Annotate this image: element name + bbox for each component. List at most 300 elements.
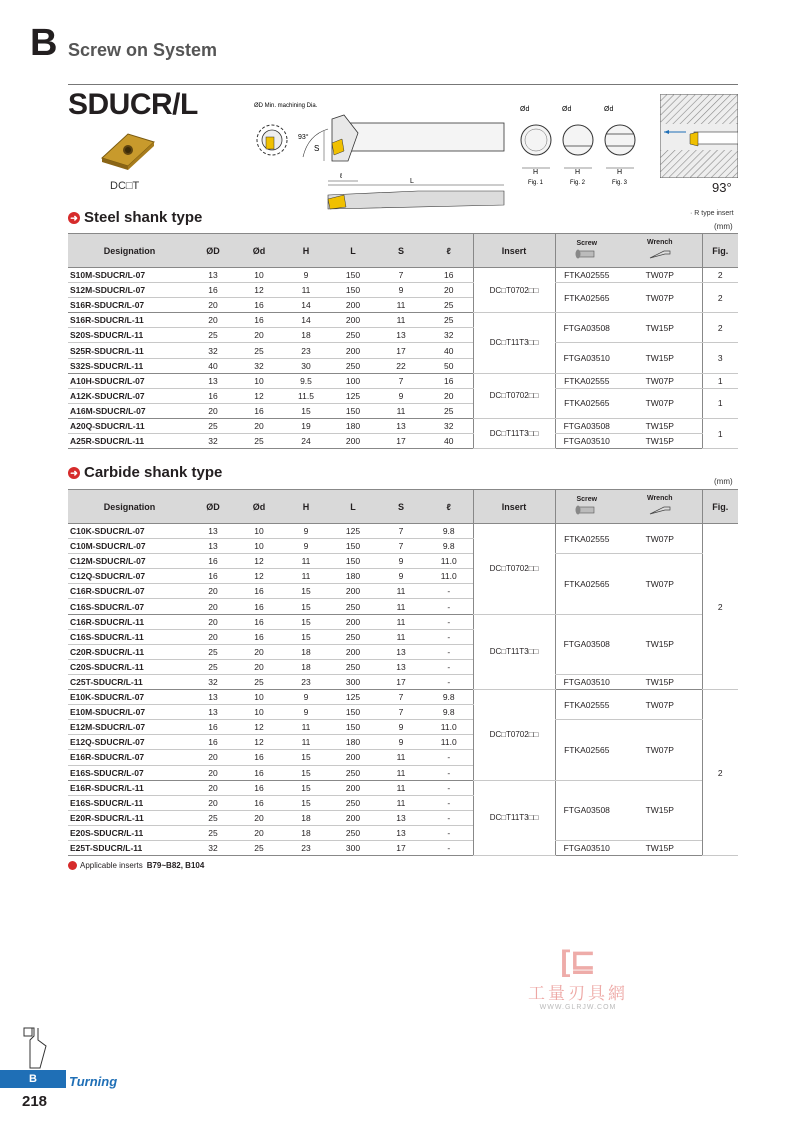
designation-cell: C10M-SDUCR/L-07 — [68, 539, 191, 554]
unit-label-carbide: (mm) — [714, 477, 733, 486]
h-cell: 15 — [283, 614, 329, 629]
d-cell: 16 — [235, 298, 283, 313]
s-cell: 9 — [377, 569, 425, 584]
od-cell: 16 — [191, 554, 235, 569]
od-cell: 20 — [191, 614, 235, 629]
carbide-shank-title-text: Carbide shank type — [84, 464, 223, 481]
od-cell: 25 — [191, 810, 235, 825]
screw-cell: FTGA03510 — [555, 343, 618, 373]
l-cell: 250 — [329, 599, 377, 614]
lsmall-cell: - — [425, 825, 473, 840]
table-row — [68, 388, 738, 403]
designation-cell: E20S-SDUCR/L-11 — [68, 825, 191, 840]
s-cell: 9 — [377, 388, 425, 403]
designation-cell: C10K-SDUCR/L-07 — [68, 524, 191, 539]
od-cell: 40 — [191, 358, 235, 373]
d-cell: 16 — [235, 750, 283, 765]
h-cell: 30 — [283, 358, 329, 373]
s-cell: 9 — [377, 283, 425, 298]
l-cell: 125 — [329, 388, 377, 403]
table-row — [68, 674, 738, 689]
section-letter: B — [30, 22, 58, 64]
s-cell: 11 — [377, 403, 425, 418]
insert-cell: DC□T0702□□ — [473, 268, 555, 313]
od-cell: 16 — [191, 720, 235, 735]
h-cell: 18 — [283, 644, 329, 659]
lsmall-cell: 25 — [425, 403, 473, 418]
fig-cell: 1 — [702, 373, 738, 388]
od-label-fig1: Ød — [520, 106, 530, 113]
footer-section-tab[interactable]: B — [0, 1070, 66, 1088]
h-cell: 18 — [283, 659, 329, 674]
d-cell: 16 — [235, 795, 283, 810]
designation-cell: C16S-SDUCR/L-07 — [68, 599, 191, 614]
d-cell: 12 — [235, 735, 283, 750]
screw-cell: FTGA03508 — [555, 614, 618, 674]
l-cell: 200 — [329, 343, 377, 358]
d-cell: 20 — [235, 328, 283, 343]
wrench-cell: TW07P — [618, 283, 702, 313]
d-cell: 10 — [235, 268, 283, 283]
s-cell: 17 — [377, 840, 425, 855]
screw-cell: FTGA03510 — [555, 674, 618, 689]
table-row — [68, 840, 738, 855]
screw-cell: FTKA02565 — [555, 283, 618, 313]
od-cell: 20 — [191, 313, 235, 328]
d-cell: 10 — [235, 690, 283, 705]
h-cell: 24 — [283, 434, 329, 449]
s-cell: 17 — [377, 343, 425, 358]
lsmall-cell: - — [425, 795, 473, 810]
h-label-fig2: H — [575, 169, 581, 176]
od-cell: 20 — [191, 750, 235, 765]
designation-cell: E16S-SDUCR/L-11 — [68, 795, 191, 810]
od-cell: 13 — [191, 268, 235, 283]
d-cell: 25 — [235, 674, 283, 689]
l-cell: 150 — [329, 403, 377, 418]
l-cell: 200 — [329, 434, 377, 449]
od-cell: 16 — [191, 388, 235, 403]
wrench-cell: TW07P — [618, 720, 702, 780]
designation-cell: S25R-SDUCR/L-11 — [68, 343, 191, 358]
insert-cell: DC□T11T3□□ — [473, 614, 555, 689]
unit-label-steel: (mm) — [714, 222, 733, 231]
lsmall-cell: 25 — [425, 298, 473, 313]
screw-cell: FTKA02565 — [555, 554, 618, 614]
col-s: S — [377, 490, 425, 524]
designation-cell: E16S-SDUCR/L-07 — [68, 765, 191, 780]
col-h: H — [283, 234, 329, 268]
applicable-inserts-note — [68, 861, 204, 870]
d-cell: 20 — [235, 644, 283, 659]
od-cell: 13 — [191, 705, 235, 720]
d-cell: 12 — [235, 569, 283, 584]
tool-dimension-diagram — [248, 95, 516, 220]
col-lsmall: ℓ — [425, 490, 473, 524]
l-cell: 180 — [329, 569, 377, 584]
designation-cell: A20Q-SDUCR/L-11 — [68, 418, 191, 433]
l-cell: 250 — [329, 795, 377, 810]
lsmall-cell: - — [425, 659, 473, 674]
screw-cell: FTKA02555 — [555, 373, 618, 388]
l-cell: 200 — [329, 810, 377, 825]
lsmall-cell: 50 — [425, 358, 473, 373]
s-cell: 11 — [377, 298, 425, 313]
wrench-icon — [648, 508, 672, 518]
wrench-cell: TW15P — [618, 840, 702, 855]
col-fig: Fig. — [702, 490, 738, 524]
screw-cell: FTKA02565 — [555, 720, 618, 780]
h-cell: 18 — [283, 810, 329, 825]
col-insert: Insert — [473, 234, 555, 268]
col-wrench — [618, 490, 702, 524]
col-wrench-label: Wrench — [646, 495, 673, 502]
circle-arrow-icon: ➜ — [68, 212, 80, 224]
lsmall-cell: - — [425, 584, 473, 599]
s-dim-label: S — [314, 144, 320, 153]
h-cell: 9 — [283, 705, 329, 720]
lsmall-cell: 32 — [425, 418, 473, 433]
watermark-logo-icon: [⊑ — [560, 945, 596, 978]
screw-icon — [575, 251, 599, 261]
h-cell: 15 — [283, 584, 329, 599]
lsmall-cell: - — [425, 780, 473, 795]
od-cell: 13 — [191, 373, 235, 388]
applicable-inserts-pages[interactable]: B79~B82, B104 — [146, 861, 205, 870]
od-cell: 16 — [191, 735, 235, 750]
d-cell: 16 — [235, 403, 283, 418]
lsmall-cell: - — [425, 750, 473, 765]
lsmall-cell: 40 — [425, 434, 473, 449]
h-cell: 11.5 — [283, 388, 329, 403]
circle-arrow-icon: ➜ — [68, 467, 80, 479]
screw-cell: FTGA03510 — [555, 840, 618, 855]
designation-cell: S10M-SDUCR/L-07 — [68, 268, 191, 283]
l-cell: 250 — [329, 629, 377, 644]
table-row — [68, 434, 738, 449]
h-cell: 9 — [283, 268, 329, 283]
l-cell: 180 — [329, 418, 377, 433]
wrench-cell: TW07P — [618, 554, 702, 614]
fig3-label: Fig. 3 — [612, 180, 628, 186]
l-cell: 250 — [329, 358, 377, 373]
s-cell: 17 — [377, 674, 425, 689]
l-cell: 250 — [329, 328, 377, 343]
designation-cell: C16S-SDUCR/L-11 — [68, 629, 191, 644]
l-cell: 200 — [329, 298, 377, 313]
page-number: 218 — [22, 1093, 48, 1110]
d-cell: 25 — [235, 434, 283, 449]
designation-cell: E10K-SDUCR/L-07 — [68, 690, 191, 705]
d-cell: 12 — [235, 720, 283, 735]
table-row — [68, 524, 738, 539]
l-cell: 180 — [329, 735, 377, 750]
od-cell: 32 — [191, 674, 235, 689]
d-cell: 16 — [235, 313, 283, 328]
steel-shank-title — [68, 209, 202, 226]
col-d: Ød — [235, 234, 283, 268]
col-d: Ød — [235, 490, 283, 524]
insert-cell: DC□T11T3□□ — [473, 313, 555, 373]
lsmall-cell: 11.0 — [425, 735, 473, 750]
turning-tool-icon — [20, 1026, 50, 1070]
d-cell: 25 — [235, 343, 283, 358]
d-cell: 16 — [235, 584, 283, 599]
insert-image — [98, 128, 158, 172]
h-cell: 18 — [283, 328, 329, 343]
h-cell: 11 — [283, 720, 329, 735]
screw-cell: FTGA03510 — [555, 434, 618, 449]
applicable-inserts-label: Applicable inserts — [80, 861, 143, 870]
s-cell: 7 — [377, 539, 425, 554]
s-cell: 22 — [377, 358, 425, 373]
s-cell: 13 — [377, 810, 425, 825]
h-cell: 11 — [283, 554, 329, 569]
screw-cell: FTGA03508 — [555, 418, 618, 433]
insert-cell: DC□T0702□□ — [473, 690, 555, 781]
screw-cell: FTKA02565 — [555, 388, 618, 418]
l-cell: 250 — [329, 659, 377, 674]
l-cell: 300 — [329, 674, 377, 689]
fig-cell: 2 — [702, 283, 738, 313]
designation-cell: E16R-SDUCR/L-11 — [68, 780, 191, 795]
d-cell: 16 — [235, 780, 283, 795]
d-cell: 25 — [235, 840, 283, 855]
table-row — [68, 614, 738, 629]
designation-cell: E10M-SDUCR/L-07 — [68, 705, 191, 720]
s-cell: 11 — [377, 629, 425, 644]
od-cell: 20 — [191, 599, 235, 614]
wrench-cell: TW15P — [618, 780, 702, 840]
h-label-fig3: H — [617, 169, 623, 176]
designation-cell: S20S-SDUCR/L-11 — [68, 328, 191, 343]
designation-cell: A12K-SDUCR/L-07 — [68, 388, 191, 403]
lsmall-cell: - — [425, 765, 473, 780]
od-cell: 16 — [191, 283, 235, 298]
s-cell: 13 — [377, 825, 425, 840]
r-type-note: · R type insert — [690, 210, 734, 217]
designation-cell: E20R-SDUCR/L-11 — [68, 810, 191, 825]
watermark-cn: 工量刃具網 — [528, 984, 628, 1003]
od-cell: 20 — [191, 403, 235, 418]
l-cell: 150 — [329, 268, 377, 283]
fig1-label: Fig. 1 — [528, 180, 544, 186]
wrench-cell: TW07P — [618, 524, 702, 554]
s-cell: 11 — [377, 795, 425, 810]
d-cell: 12 — [235, 554, 283, 569]
lsmall-cell: 40 — [425, 343, 473, 358]
od-cell: 25 — [191, 659, 235, 674]
l-cell: 250 — [329, 825, 377, 840]
od-cell: 25 — [191, 825, 235, 840]
od-label-fig2: Ød — [562, 106, 572, 113]
steel-shank-title-text: Steel shank type — [84, 209, 203, 226]
od-cell: 32 — [191, 434, 235, 449]
footer-section-name: Turning — [69, 1074, 118, 1089]
designation-cell: C12M-SDUCR/L-07 — [68, 554, 191, 569]
table-row — [68, 690, 738, 705]
h-cell: 9 — [283, 539, 329, 554]
l-cell: 300 — [329, 840, 377, 855]
od-cell: 16 — [191, 569, 235, 584]
screw-icon — [575, 507, 599, 517]
col-fig: Fig. — [702, 234, 738, 268]
l-cell: 200 — [329, 313, 377, 328]
s-cell: 13 — [377, 659, 425, 674]
insert-cell: DC□T11T3□□ — [473, 780, 555, 855]
l-cell: 200 — [329, 644, 377, 659]
designation-cell: C16R-SDUCR/L-11 — [68, 614, 191, 629]
l-dim-label: L — [410, 178, 414, 185]
od-cell: 20 — [191, 298, 235, 313]
l-cell: 250 — [329, 765, 377, 780]
lsmall-cell: - — [425, 674, 473, 689]
l-cell: 200 — [329, 584, 377, 599]
h-cell: 15 — [283, 780, 329, 795]
designation-cell: S32S-SDUCR/L-11 — [68, 358, 191, 373]
h-cell: 11 — [283, 569, 329, 584]
d-cell: 16 — [235, 629, 283, 644]
l-cell: 150 — [329, 720, 377, 735]
h-cell: 15 — [283, 629, 329, 644]
col-screw — [555, 490, 618, 524]
carbide-shank-title — [68, 464, 222, 481]
lsmall-cell: 11.0 — [425, 554, 473, 569]
lsmall-cell: 25 — [425, 313, 473, 328]
od-cell: 20 — [191, 629, 235, 644]
wrench-cell: TW07P — [618, 388, 702, 418]
min-dia-label: ØD Min. machining Dia. — [254, 103, 318, 109]
d-cell: 20 — [235, 418, 283, 433]
l-small-label: ℓ — [340, 173, 343, 180]
lsmall-cell: 11.0 — [425, 569, 473, 584]
h-cell: 9 — [283, 690, 329, 705]
lsmall-cell: - — [425, 599, 473, 614]
h-cell: 18 — [283, 825, 329, 840]
designation-cell: A10H-SDUCR/L-07 — [68, 373, 191, 388]
designation-cell: E12M-SDUCR/L-07 — [68, 720, 191, 735]
s-cell: 7 — [377, 705, 425, 720]
wrench-cell: TW15P — [618, 614, 702, 674]
s-cell: 9 — [377, 554, 425, 569]
h-cell: 9 — [283, 524, 329, 539]
col-designation: Designation — [68, 234, 191, 268]
fig-cell: 2 — [702, 524, 738, 690]
lsmall-cell: 9.8 — [425, 690, 473, 705]
insert-cell: DC□T0702□□ — [473, 524, 555, 615]
d-cell: 16 — [235, 599, 283, 614]
d-cell: 20 — [235, 810, 283, 825]
d-cell: 10 — [235, 539, 283, 554]
d-cell: 12 — [235, 388, 283, 403]
lsmall-cell: - — [425, 629, 473, 644]
lsmall-cell: 9.8 — [425, 524, 473, 539]
s-cell: 11 — [377, 750, 425, 765]
s-cell: 11 — [377, 614, 425, 629]
col-screw-label: Screw — [576, 496, 598, 503]
insert-cell: DC□T0702□□ — [473, 373, 555, 418]
d-cell: 10 — [235, 373, 283, 388]
fig-cell: 2 — [702, 690, 738, 856]
col-wrench — [618, 234, 702, 268]
lsmall-cell: 11.0 — [425, 720, 473, 735]
table-row — [68, 373, 738, 388]
s-cell: 7 — [377, 524, 425, 539]
fig-cell: 1 — [702, 418, 738, 448]
screw-cell: FTGA03508 — [555, 313, 618, 343]
h-cell: 9.5 — [283, 373, 329, 388]
d-cell: 20 — [235, 659, 283, 674]
od-cell: 25 — [191, 328, 235, 343]
col-od: ØD — [191, 234, 235, 268]
table-row — [68, 343, 738, 358]
col-wrench-label: Wrench — [646, 239, 673, 246]
wrench-cell: TW15P — [618, 313, 702, 343]
s-cell: 7 — [377, 373, 425, 388]
wrench-cell: TW15P — [618, 434, 702, 449]
s-cell: 11 — [377, 599, 425, 614]
wrench-cell: TW15P — [618, 418, 702, 433]
l-cell: 150 — [329, 705, 377, 720]
od-cell: 13 — [191, 524, 235, 539]
od-label-fig3: Ød — [604, 106, 614, 113]
fig2-label: Fig. 2 — [570, 180, 586, 186]
watermark — [528, 944, 628, 1011]
od-cell: 13 — [191, 539, 235, 554]
col-screw-label: Screw — [576, 240, 598, 247]
lsmall-cell: - — [425, 840, 473, 855]
h-cell: 15 — [283, 750, 329, 765]
steel-shank-table — [68, 233, 738, 449]
table-row — [68, 720, 738, 735]
lsmall-cell: 20 — [425, 388, 473, 403]
fig-cell: 3 — [702, 343, 738, 373]
designation-cell: C20R-SDUCR/L-11 — [68, 644, 191, 659]
designation-cell: S16R-SDUCR/L-07 — [68, 298, 191, 313]
s-cell: 9 — [377, 720, 425, 735]
h-cell: 15 — [283, 795, 329, 810]
s-cell: 9 — [377, 735, 425, 750]
col-screw — [555, 234, 618, 268]
designation-cell: S16R-SDUCR/L-11 — [68, 313, 191, 328]
d-cell: 16 — [235, 614, 283, 629]
screw-cell: FTKA02555 — [555, 690, 618, 720]
lsmall-cell: 20 — [425, 283, 473, 298]
table-row — [68, 268, 738, 283]
fig-cell: 2 — [702, 268, 738, 283]
s-cell: 13 — [377, 644, 425, 659]
header-divider — [68, 84, 738, 85]
l-cell: 100 — [329, 373, 377, 388]
d-cell: 10 — [235, 524, 283, 539]
l-cell: 125 — [329, 690, 377, 705]
table-row — [68, 418, 738, 433]
wrench-cell: TW07P — [618, 373, 702, 388]
insert-type-label: DC□T — [110, 180, 140, 192]
od-cell: 32 — [191, 840, 235, 855]
h-cell: 23 — [283, 343, 329, 358]
h-cell: 23 — [283, 674, 329, 689]
l-cell: 200 — [329, 750, 377, 765]
designation-cell: E25T-SDUCR/L-11 — [68, 840, 191, 855]
machining-side-view — [660, 94, 738, 178]
l-cell: 150 — [329, 539, 377, 554]
table-row — [68, 780, 738, 795]
designation-cell: A25R-SDUCR/L-11 — [68, 434, 191, 449]
od-cell: 20 — [191, 795, 235, 810]
table-row — [68, 554, 738, 569]
l-cell: 150 — [329, 283, 377, 298]
